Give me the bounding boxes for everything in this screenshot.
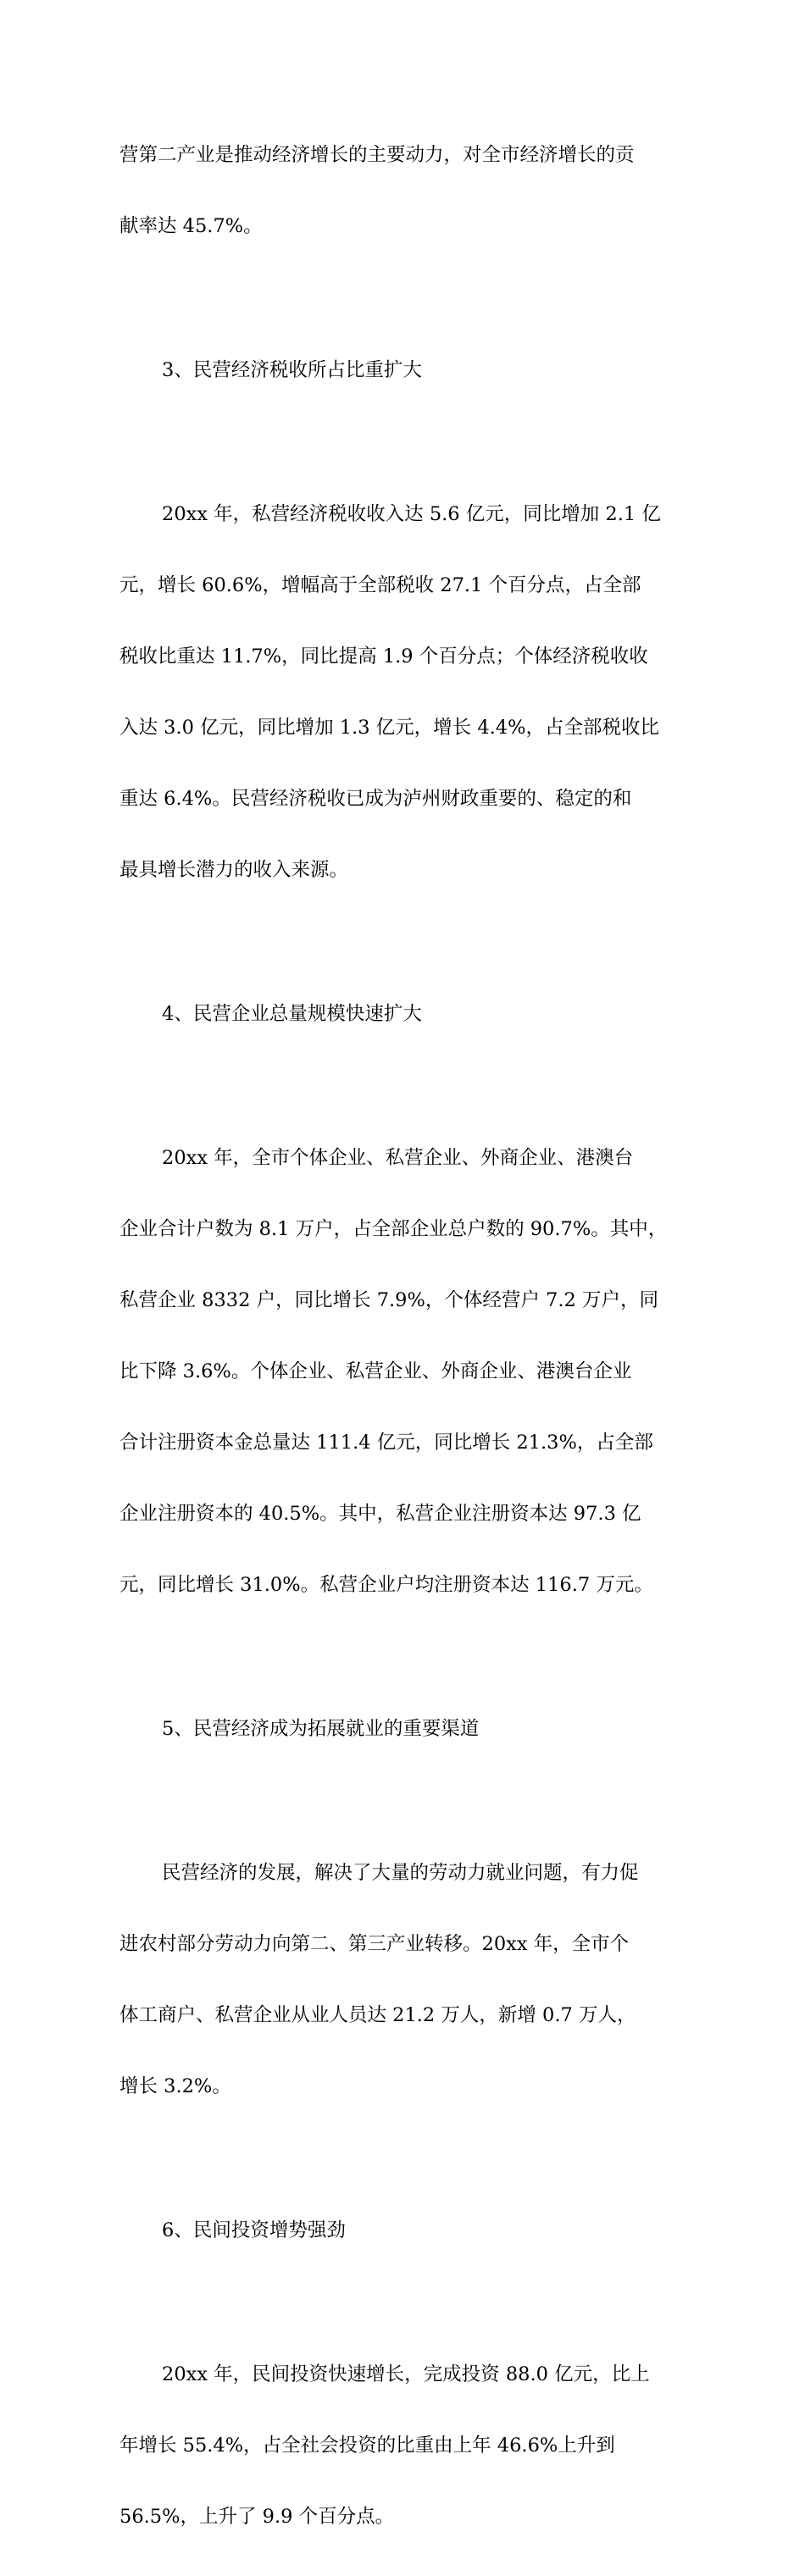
text-line: 入达 3.0 亿元，同比增加 1.3 亿元，增长 4.4%，占全部税收比 <box>119 717 659 739</box>
text-line: 元，增长 60.6%，增幅高于全部税收 27.1 个百分点，占全部 <box>119 574 641 596</box>
section-heading-4 <box>119 955 691 1073</box>
text-line: 20xx 年，全市个体企业、私营企业、外商企业、港澳台 <box>162 1147 634 1169</box>
paragraph-section-4 <box>119 1099 691 1644</box>
text-line: 企业注册资本的 40.5%。其中，私营企业注册资本达 97.3 亿 <box>119 1503 641 1525</box>
heading-text: 3、民营经济税收所占比重扩大 <box>162 359 422 381</box>
document-body <box>119 96 691 2576</box>
section-heading-3 <box>119 311 691 429</box>
text-line: 比下降 3.6%。个体企业、私营企业、外商企业、港澳台企业 <box>119 1360 632 1382</box>
text-line: 最具增长潜力的收入来源。 <box>119 859 349 881</box>
text-line: 增长 3.2%。 <box>119 2075 231 2097</box>
heading-text: 5、民营经济成为拓展就业的重要渠道 <box>162 1718 480 1740</box>
text-line: 元，同比增长 31.0%。私营企业户均注册资本达 116.7 万元。 <box>119 1574 653 1596</box>
text-line: 合计注册资本金总量达 111.4 亿元，同比增长 21.3%，占全部 <box>119 1432 653 1454</box>
paragraph-section-5 <box>119 1814 691 2146</box>
paragraph-section-6 <box>119 2315 691 2576</box>
text-line: 年增长 55.4%，占全社会投资的比重由上年 46.6%上升到 <box>119 2435 615 2457</box>
text-line: 56.5%，上升了 9.9 个百分点。 <box>119 2506 395 2528</box>
text-line: 私营企业 8332 户，同比增长 7.9%，个体经营户 7.2 万户，同 <box>119 1289 658 1311</box>
text-line: 税收比重达 11.7%，同比提高 1.9 个百分点；个体经济税收收 <box>119 645 648 668</box>
section-heading-5 <box>119 1670 691 1788</box>
text-line: 献率达 45.7%。 <box>119 215 263 237</box>
paragraph-intro-continuation <box>119 96 691 285</box>
heading-text: 4、民营企业总量规模快速扩大 <box>162 1003 422 1025</box>
text-line: 营第二产业是推动经济增长的主要动力，对全市经济增长的贡 <box>119 144 635 166</box>
text-line: 进农村部分劳动力向第二、第三产业转移。20xx 年，全市个 <box>119 1933 630 1955</box>
paragraph-section-3 <box>119 455 691 929</box>
text-line: 企业合计户数为 8.1 万户，占全部企业总户数的 90.7%。其中， <box>119 1218 668 1240</box>
text-line: 体工商户、私营企业从业人员达 21.2 万人，新增 0.7 万人， <box>119 2004 636 2026</box>
text-line: 20xx 年，民间投资快速增长，完成投资 88.0 亿元，比上 <box>162 2363 650 2385</box>
text-line: 重达 6.4%。民营经济税收已成为泸州财政重要的、稳定的和 <box>119 788 632 810</box>
heading-text: 6、民间投资增势强劲 <box>162 2219 346 2241</box>
section-heading-6 <box>119 2171 691 2290</box>
text-line: 民营经济的发展，解决了大量的劳动力就业问题，有力促 <box>162 1862 639 1884</box>
text-line: 20xx 年，私营经济税收收入达 5.6 亿元，同比增加 2.1 亿 <box>162 503 661 525</box>
